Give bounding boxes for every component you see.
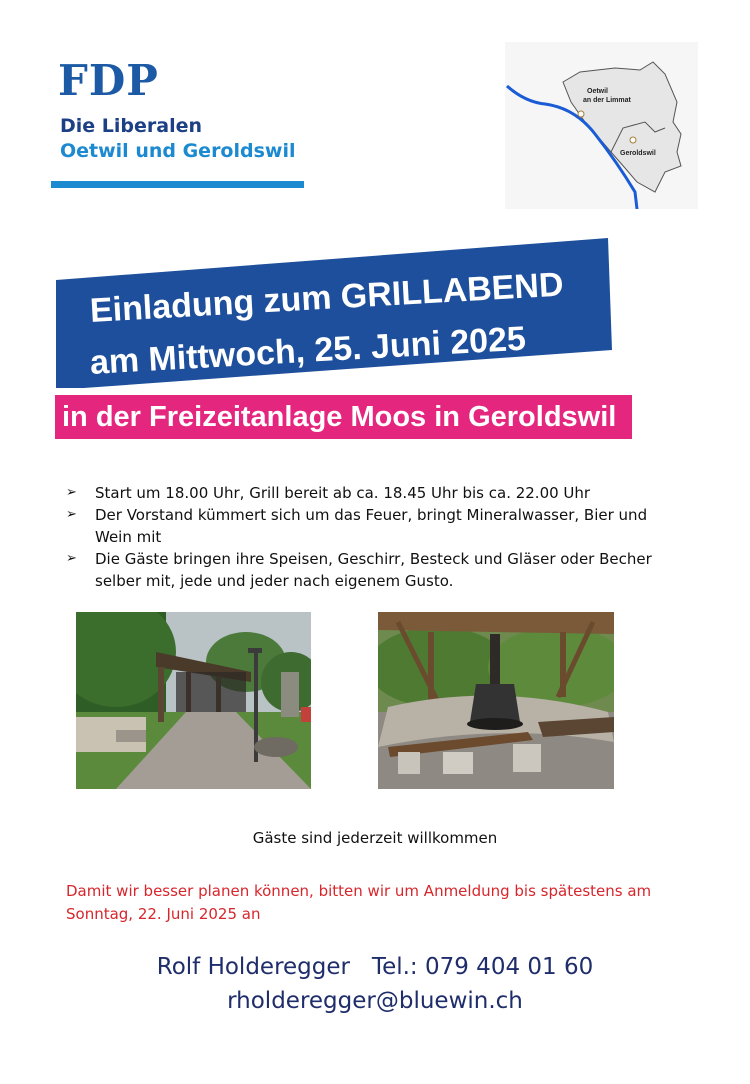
fdp-logo: FDP bbox=[58, 56, 159, 105]
welcome-text: Gäste sind jederzeit willkommen bbox=[252, 829, 498, 847]
contact-name: Rolf Holderegger bbox=[156, 954, 350, 980]
title-line-1: Einladung zum GRILLABEND bbox=[88, 265, 565, 330]
contact-phone: Tel.: 079 404 01 60 bbox=[371, 954, 594, 980]
arrow-bullet-icon: ➢ bbox=[66, 507, 77, 522]
title-banner bbox=[50, 238, 620, 388]
contact-line bbox=[0, 954, 750, 980]
region-map bbox=[505, 42, 698, 209]
photo-grill-pit bbox=[378, 612, 614, 789]
list-item: ➢ Start um 18.00 Uhr, Grill bereit ab ca. 18.45 Uhr bis ca. 22.00 Uhr bbox=[66, 484, 591, 502]
arrow-bullet-icon: ➢ bbox=[66, 485, 77, 500]
logo-locality: Oetwil und Geroldswil bbox=[60, 140, 296, 162]
logo-subtitle: Die Liberalen bbox=[60, 115, 203, 137]
map-label-oetwil: Oetwil bbox=[587, 88, 609, 95]
registration-notice: Damit wir besser planen können, bitten wir um Anmeldung bis spätestens am Sonntag, 22. Juni 2025 an bbox=[66, 882, 652, 923]
list-item: ➢ Der Vorstand kümmert sich um das Feuer, bringt Mineralwasser, Bier und Wein mit bbox=[66, 506, 648, 546]
list-item: ➢ Die Gäste bringen ihre Speisen, Geschirr, Besteck und Gläser oder Becher selber mit, jede und jeder nach eigenem Gusto. bbox=[66, 550, 652, 590]
arrow-bullet-icon: ➢ bbox=[66, 551, 77, 566]
contact-email[interactable]: rholderegger@bluewin.ch bbox=[227, 988, 523, 1014]
photo-pavilion bbox=[76, 612, 311, 789]
location-banner bbox=[55, 395, 632, 439]
map-graphic bbox=[505, 42, 698, 209]
map-label-geroldswil: Geroldswil bbox=[620, 150, 656, 157]
location-text: in der Freizeitanlage Moos in Geroldswil bbox=[62, 401, 617, 433]
logo-underline bbox=[51, 181, 304, 188]
map-label-oetwil-sub: an der Limmat bbox=[583, 97, 631, 104]
title-line-2: am Mittwoch, 25. Juni 2025 bbox=[88, 319, 527, 382]
info-list bbox=[66, 482, 666, 592]
